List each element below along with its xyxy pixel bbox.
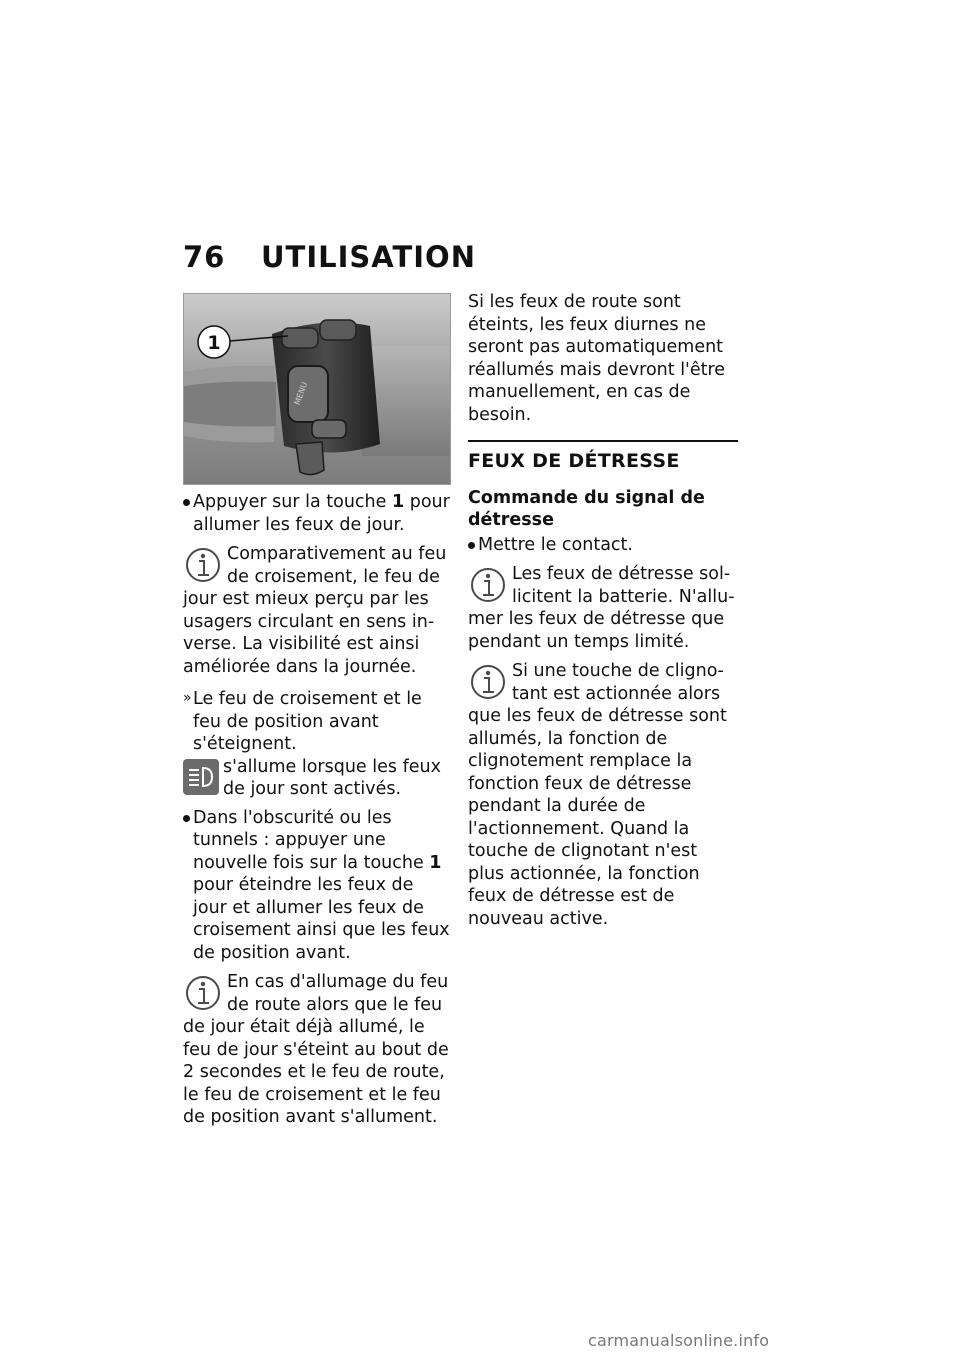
- daytime-running-light-icon: [183, 759, 219, 795]
- section-title: FEUX DE DÉTRESSE: [468, 450, 680, 472]
- handlebar-switch-figure: [183, 293, 451, 485]
- handlebar-illustration: [184, 294, 451, 485]
- result-lights-off: » Le feu de croisement et le feu de position avant s'éteignent. s'allume lorsque les feux de jour sont activés.: [183, 689, 441, 799]
- subsection-title: Commande du signal de détresse: [468, 487, 705, 530]
- info-icon: [183, 972, 223, 1016]
- intro-paragraph: Si les feux de route sont éteints, les feux diurnes ne seront pas automatiquement réallumés mais devront l'être manuellement, en cas de besoin.: [468, 292, 726, 425]
- info-icon: [183, 544, 223, 588]
- figure-callout-1: 1: [207, 332, 221, 354]
- bullet-dot: [183, 499, 190, 506]
- menu-label: MENU: [292, 380, 310, 407]
- bullet-dot: [468, 542, 475, 549]
- right-column: [468, 291, 738, 930]
- bullet-dot: [183, 815, 190, 822]
- section-divider: [468, 440, 738, 442]
- page-number: 76: [183, 240, 226, 274]
- left-column: [183, 293, 451, 1129]
- note-text: En cas d'allumage du feu de route alors que le feu de jour était déjà allumé, le feu de jour s'éteint au bout de 2 secondes et le feu de route, le feu de croisement et le feu de position avant s'allument.: [183, 972, 449, 1127]
- note-text: Les feux de détresse sollicitent la batterie. N'allumer les feux de détresse que pendant un temps limité.: [468, 564, 735, 652]
- note-text: Comparativement au feu de croisement, le feu de jour est mieux perçu par les usagers circulant en sens inverse. La visibilité est ainsi améliorée dans la journée.: [183, 544, 447, 677]
- info-note-visibility: [183, 543, 451, 678]
- step-darkness: Dans l'obscurité ou les tunnels : appuyer une nouvelle fois sur la touche 1 pour éteindre les feux de jour et allumer les feux de croisement ainsi que les feux de position avant.: [183, 807, 451, 965]
- result-arrow-icon: »: [183, 690, 192, 706]
- info-icon: [468, 661, 508, 705]
- step-ignition: Mettre le contact.: [468, 534, 738, 557]
- info-icon: [468, 564, 508, 608]
- watermark: carmanualsonline.info: [588, 1331, 770, 1350]
- chapter-title: UTILISATION: [261, 240, 476, 274]
- page-header: [183, 240, 476, 274]
- info-note-indicator: [468, 660, 738, 930]
- info-note-battery: [468, 563, 738, 653]
- info-note-high-beam: [183, 971, 451, 1129]
- step-day-lights-on: Appuyer sur la touche 1 pour allumer les feux de jour.: [183, 491, 451, 536]
- note-text: Si une touche de clignotant est actionnée alors que les feux de détresse sont allumés, la fonction de clignotement remplace la fonction feux de détresse pendant la durée de l'actionnement. Quand la touche de clignotant n'est plus actionnée, la fonction feux de détresse est de nouveau active.: [468, 661, 727, 929]
